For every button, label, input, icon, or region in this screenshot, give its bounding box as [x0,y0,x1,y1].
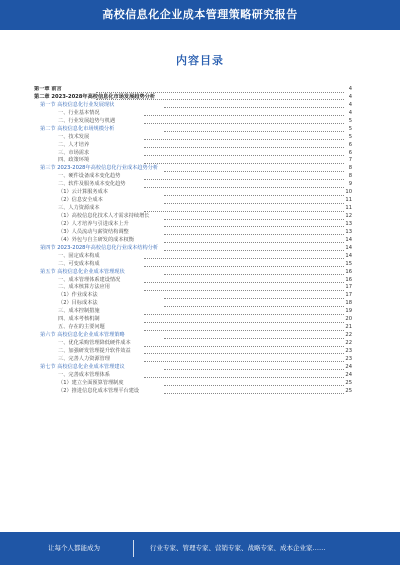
toc-leader-dots [96,94,344,101]
toc-entry-label: 第二节 高校信息化市场规模分析 [40,125,115,132]
toc-leader-dots [164,380,344,387]
toc-entry-page: 25 [345,379,352,386]
toc-leader-dots [144,356,344,363]
toc-entry-label: （2）目标成本法 [58,300,98,307]
toc-entry[interactable] [34,110,352,118]
toc-leader-dots [164,126,344,133]
toc-entry[interactable] [34,197,352,205]
toc-entry[interactable] [34,86,352,94]
toc-entry-label: 一、固定成本构成 [58,252,100,259]
toc-entry[interactable] [34,142,352,150]
toc-leader-dots [144,157,344,164]
toc-leader-dots [144,205,344,212]
toc-entry-label: 一、行业基本情况 [58,109,100,116]
toc-leader-dots [144,340,344,347]
toc-entry-label: 二、加强研发管理提升软件效益 [58,347,131,354]
toc-entry-page: 13 [345,228,352,235]
toc-entry-page: 22 [345,332,352,339]
toc-entry-label: （2）人才培养与引进成本上升 [58,220,129,227]
toc-entry-page: 18 [345,300,352,307]
toc-entry[interactable] [34,237,352,245]
toc-leader-dots [164,165,344,172]
toc-leader-dots [144,261,344,268]
toc-leader-dots [144,324,344,331]
toc-entry[interactable] [34,118,352,126]
toc-entry-label: 二、可变成本构成 [58,260,100,267]
toc-entry-page: 20 [345,316,352,323]
toc-entry-label: 一、成本管理体系建设情况 [58,276,121,283]
toc-entry-page: 9 [348,181,352,188]
toc-entry-label: 三、完善人力资源管理 [58,355,110,362]
toc-leader-dots [164,197,344,204]
toc-entry-label: 第一节 高校信息化行业发展现状 [40,101,115,108]
toc-leader-dots [144,181,344,188]
toc-entry[interactable] [34,102,352,110]
toc-entry-label: 五、存在的主要问题 [58,324,105,331]
footer-banner [0,532,400,565]
toc-entry-page: 13 [345,220,352,227]
toc-entry-label: （3）人员流动与薪资结构调整 [58,228,129,235]
toc-entry[interactable] [34,308,352,316]
toc-entry-page: 14 [345,252,352,259]
toc-entry[interactable] [34,348,352,356]
toc-leader-dots [144,173,344,180]
toc-entry-page: 12 [345,213,352,219]
toc-entry[interactable] [34,372,352,380]
toc-entry[interactable] [34,126,352,134]
toc-leader-dots [144,348,344,355]
toc-leader-dots [96,86,344,93]
toc-entry[interactable] [34,380,352,388]
table-of-contents [34,86,352,522]
toc-entry-page: 17 [345,292,352,299]
toc-entry[interactable] [34,388,352,396]
toc-entry-label: 第二章 2023-2028年高校信息化市场发展趋势分析 [34,93,156,100]
footer-divider [133,540,134,557]
toc-leader-dots [164,300,344,307]
toc-entry[interactable] [34,356,352,364]
toc-entry-label: 二、成本核算方法应用 [58,284,110,291]
toc-leader-dots [164,269,344,276]
toc-entry-page: 11 [345,197,352,204]
toc-leader-dots [164,388,344,395]
toc-leader-dots [144,253,344,260]
toc-entry[interactable] [34,261,352,269]
toc-entry-page: 16 [345,268,352,275]
toc-entry-page: 8 [348,173,352,180]
toc-entry-page: 23 [345,355,352,362]
toc-entry-page: 8 [348,165,352,172]
toc-entry[interactable] [34,364,352,372]
toc-entry-page: 11 [345,205,352,212]
toc-entry-page: 25 [345,387,352,394]
toc-entry-page: 4 [348,86,352,92]
toc-entry-label: 第五节 高校信息化企业成本管理现状 [40,268,125,275]
toc-entry-page: 4 [348,93,352,100]
toc-entry-page: 5 [348,125,352,132]
toc-entry-label: （1）云计算服务成本 [58,189,108,196]
toc-entry[interactable] [34,213,352,221]
toc-leader-dots [144,110,344,117]
toc-entry[interactable] [34,181,352,189]
toc-entry-page: 17 [345,284,352,291]
toc-entry-label: 一、硬件设备成本变化趋势 [58,173,121,180]
toc-leader-dots [164,245,344,252]
toc-entry-page: 5 [348,133,352,140]
toc-entry-label: 第四节 2023-2028年高校信息化行业成本结构分析 [40,244,159,251]
toc-leader-dots [144,284,344,291]
toc-entry-page: 6 [348,149,352,156]
toc-entry[interactable] [34,316,352,324]
toc-entry-label: 二、软件及服务成本变化趋势 [58,181,126,188]
toc-entry-label: 二、行业发展趋势与机遇 [58,117,116,124]
toc-entry-page: 16 [345,276,352,283]
toc-leader-dots [164,237,344,244]
toc-entry-label: 第三节 2023-2028年高校信息化行业成本趋势分析 [40,165,159,172]
toc-leader-dots [164,189,344,196]
toc-entry-page: 6 [348,141,352,148]
toc-leader-dots [164,213,344,220]
toc-entry-label: 三、人力资源成本 [58,205,100,212]
toc-entry-label: 一、技术发展 [58,133,90,140]
toc-leader-dots [144,316,344,323]
toc-entry-label: （1）高校信息化技术人才需求持续增长 [58,213,150,219]
toc-entry-page: 5 [348,117,352,124]
toc-entry-label: 三、市场需求 [58,149,90,156]
toc-entry-page: 23 [345,347,352,354]
toc-entry[interactable] [34,221,352,229]
toc-entry[interactable] [34,94,352,102]
footer-tagline: 行业专家、管理专家、营销专家、战略专家、成本企业家…… [150,544,326,552]
toc-entry-label: 一、完善成本管理体系 [58,371,110,378]
toc-entry-page: 24 [345,363,352,370]
toc-entry-label: （2）推进信息化成本管理平台建设 [58,387,140,394]
toc-leader-dots [164,102,344,109]
toc-entry-label: （2）信息安全成本 [58,197,103,204]
toc-entry-page: 4 [348,109,352,116]
toc-leader-dots [144,134,344,141]
toc-leader-dots [144,308,344,315]
toc-entry[interactable] [34,189,352,197]
toc-leader-dots [144,150,344,157]
report-title-banner [0,0,400,30]
toc-leader-dots [164,221,344,228]
toc-entry-page: 24 [345,371,352,378]
toc-entry[interactable] [34,205,352,213]
toc-entry-page: 14 [345,244,352,251]
toc-entry-page: 14 [345,236,352,243]
toc-entry-label: 三、成本控制措施 [58,308,100,315]
toc-entry[interactable] [34,229,352,237]
footer-slogan: 让每个人都能成为 [48,544,100,552]
toc-leader-dots [164,292,344,299]
report-title: 高校信息化企业成本管理策略研究报告 [102,8,298,21]
toc-entry[interactable] [34,245,352,253]
toc-entry-page: 15 [345,260,352,267]
toc-entry[interactable] [34,332,352,340]
toc-entry-page: 22 [345,340,352,346]
toc-entry-label: 一、优化采购管理降低硬件成本 [58,340,131,346]
toc-entry-label: 第一章 前言 [34,86,62,92]
toc-leader-dots [144,277,344,284]
toc-entry-label: 四、政策环境 [58,157,90,164]
toc-heading: 内容目录 [176,54,224,67]
toc-leader-dots [144,118,344,125]
toc-entry-page: 19 [345,308,352,315]
toc-entry[interactable] [34,324,352,332]
toc-entry-label: 二、人才培养 [58,141,90,148]
toc-entry[interactable] [34,269,352,277]
toc-entry-page: 7 [348,157,352,164]
toc-entry-page: 4 [348,101,352,108]
toc-leader-dots [144,372,344,379]
toc-entry-label: 四、成本考核机制 [58,316,100,323]
toc-entry-label: 第六节 高校信息化企业成本管理策略 [40,332,125,339]
toc-entry-label: （1）建立全面预算管理制度 [58,379,124,386]
toc-entry[interactable] [34,134,352,142]
toc-leader-dots [164,229,344,236]
toc-entry[interactable] [34,340,352,348]
toc-leader-dots [164,332,344,339]
toc-entry-page: 21 [345,324,352,331]
toc-entry-page: 10 [345,189,352,196]
toc-entry-label: （1）作业成本法 [58,292,98,299]
toc-entry[interactable] [34,253,352,261]
toc-entry-label: （4）外包与自主研发的成本权衡 [58,236,134,243]
toc-entry-label: 第七节 高校信息化企业成本管理建议 [40,363,125,370]
toc-leader-dots [144,142,344,149]
toc-leader-dots [164,364,344,371]
